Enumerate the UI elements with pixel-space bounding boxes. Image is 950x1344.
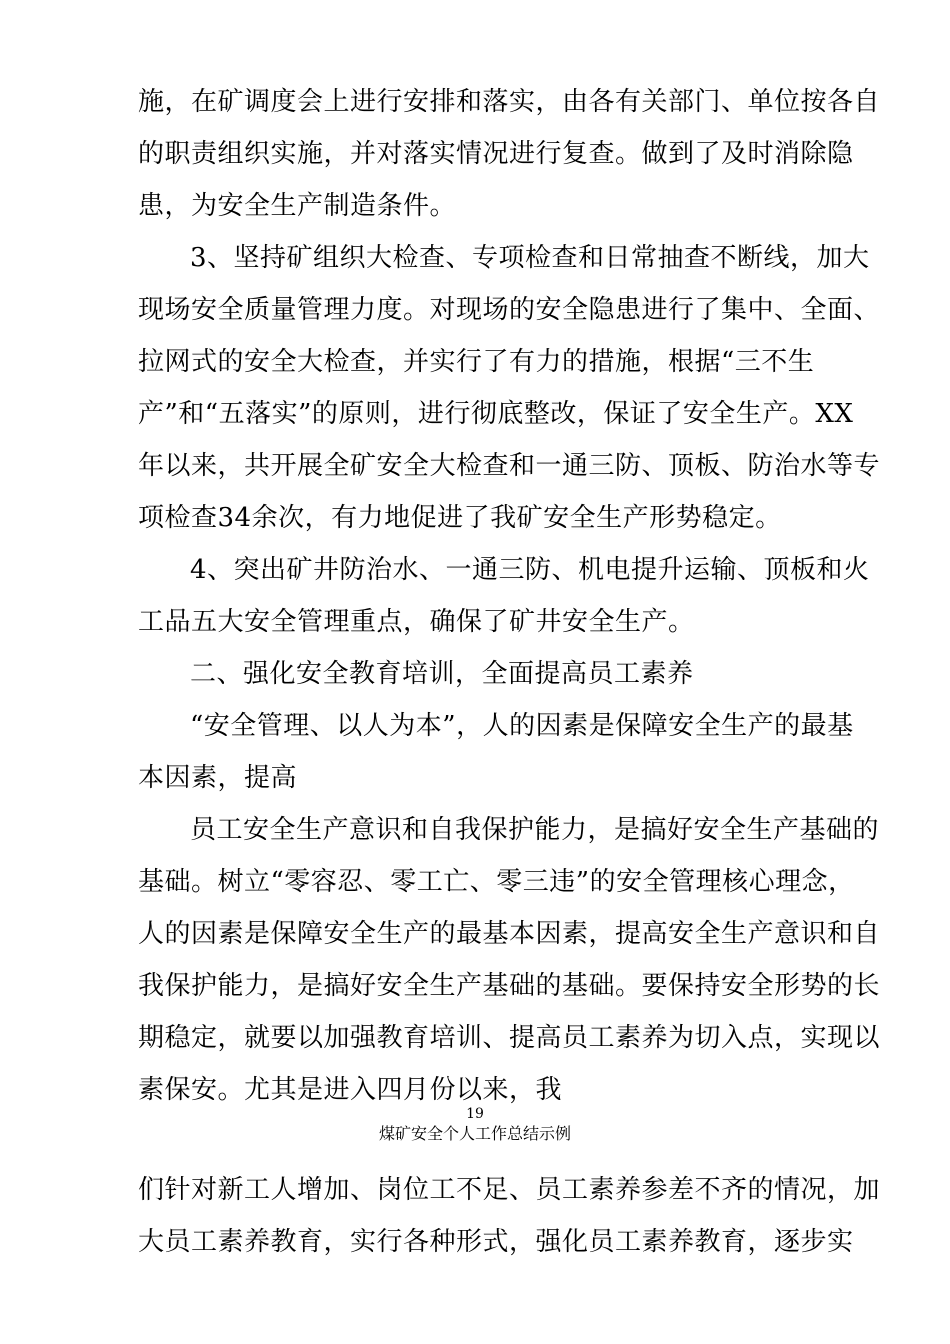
body-text-line: 产”和“五落实”的原则，进行彻底整改，保证了安全生产。XX xyxy=(138,399,854,429)
page-number: 19 xyxy=(466,1106,484,1122)
body-text-line: 基础。树立“零容忍、零工亡、零三违”的安全管理核心理念， xyxy=(138,867,855,897)
body-text-line: 拉网式的安全大检查，并实行了有力的措施，根据“三不生 xyxy=(138,347,815,377)
body-text-line: 我保护能力，是搞好安全生产基础的基础。要保持安全形势的长 xyxy=(138,971,881,1001)
body-text-line: 4、突出矿井防治水、一通三防、机电提升运输、顶板和火 xyxy=(190,555,870,585)
body-text-line: 们针对新工人增加、岗位工不足、员工素养参差不齐的情况，加 xyxy=(138,1175,881,1205)
body-text-line: “安全管理、以人为本”，人的因素是保障安全生产的最基 xyxy=(190,711,854,741)
running-footer-title: 煤矿安全个人工作总结示例 xyxy=(378,1124,571,1143)
body-text-line: 素保安。尤其是进入四月份以来，我 xyxy=(138,1075,563,1105)
body-text-line: 现场安全质量管理力度。对现场的安全隐患进行了集中、全面、 xyxy=(138,295,881,325)
body-text-line: 的职责组织实施，并对落实情况进行复查。做到了及时消除隐 xyxy=(138,139,854,169)
body-text-line: 员工安全生产意识和自我保护能力，是搞好安全生产基础的 xyxy=(190,815,880,845)
body-text-line: 工品五大安全管理重点，确保了矿井安全生产。 xyxy=(138,607,695,637)
body-text-line: 本因素，提高 xyxy=(138,763,298,793)
section-heading: 二、强化安全教育培训，全面提高员工素养 xyxy=(190,659,694,689)
body-text-line: 期稳定，就要以加强教育培训、提高员工素养为切入点，实现以 xyxy=(138,1023,881,1053)
body-text-line: 年以来，共开展全矿安全大检查和一通三防、顶板、防治水等专 xyxy=(138,451,881,481)
body-text-line: 人的因素是保障安全生产的最基本因素，提高安全生产意识和自 xyxy=(138,919,881,949)
body-text-line: 患，为安全生产制造条件。 xyxy=(138,191,457,221)
body-text-line: 3、坚持矿组织大检查、专项检查和日常抽查不断线，加大 xyxy=(190,243,870,273)
body-text-line: 项检查34余次，有力地促进了我矿安全生产形势稳定。 xyxy=(138,503,782,533)
body-text-line: 大员工素养教育，实行各种形式，强化员工素养教育，逐步实 xyxy=(138,1227,854,1257)
body-text-line: 施，在矿调度会上进行安排和落实，由各有关部门、单位按各自 xyxy=(138,87,881,117)
